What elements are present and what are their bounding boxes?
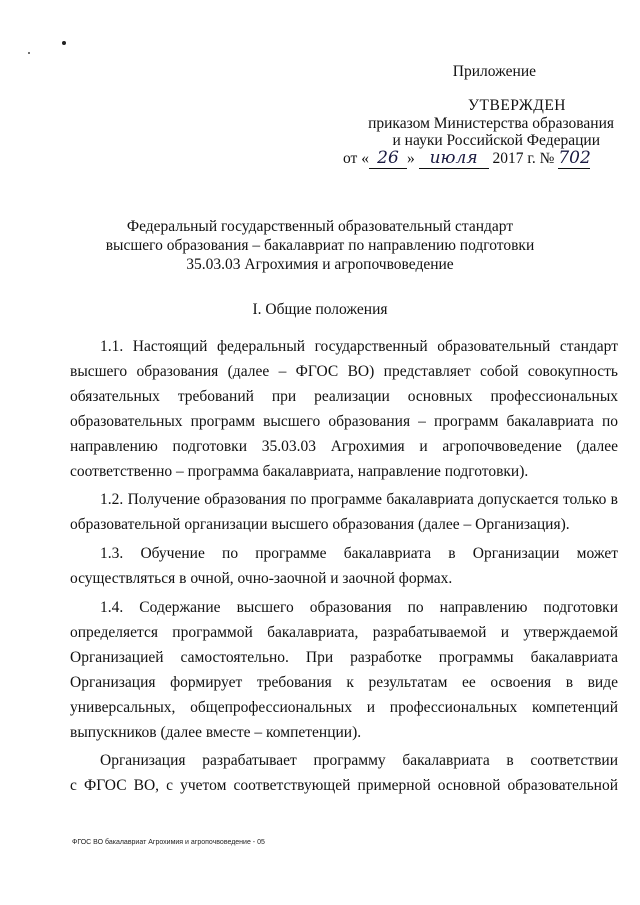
paragraph-line: 1.3. Обучение по программе бакалавриата в Организации может bbox=[100, 545, 618, 562]
date-month-handwritten: июля bbox=[419, 148, 489, 169]
paragraph-line: осуществляться в очной, очно-заочной и заочной формах. bbox=[70, 570, 453, 587]
document-title-line-2: высшего образования – бакалавриат по направлению подготовки bbox=[105, 237, 535, 254]
paragraph-line: образовательных программ высшего образования – программ бакалавриата по bbox=[70, 413, 618, 430]
paragraph-line: определяется программой бакалавриата, разрабатываемой и утверждаемой bbox=[70, 624, 618, 641]
date-mid: » bbox=[406, 150, 415, 167]
date-day-handwritten: 26 bbox=[369, 148, 407, 169]
document-title-line-3: 35.03.03 Агрохимия и агропочвоведение bbox=[186, 256, 454, 273]
scan-speck bbox=[28, 52, 30, 54]
order-number-handwritten: 702 bbox=[558, 148, 591, 168]
paragraph-line: соответственно – программа бакалавриата, направление подготовки). bbox=[70, 463, 529, 480]
paragraph-1-2 bbox=[70, 487, 618, 537]
paragraph-line: универсальных, общепрофессиональных и профессиональных компетенций bbox=[70, 699, 618, 716]
order-line-1: приказом Министерства образования bbox=[368, 115, 614, 132]
scan-speck bbox=[62, 41, 66, 45]
paragraph-line: 1.1. Настоящий федеральный государственный образовательный стандарт bbox=[100, 338, 618, 355]
paragraph-line: с ФГОС ВО, с учетом соответствующей примерной основной образовательной bbox=[70, 777, 618, 794]
paragraph-line: Организацией самостоятельно. При разработке программы бакалавриата bbox=[70, 649, 618, 666]
paragraph-1-4 bbox=[70, 595, 618, 745]
date-year: 2017 г. № bbox=[492, 150, 555, 167]
order-line-2: и науки Российской Федерации bbox=[392, 132, 600, 149]
paragraph-program-development bbox=[70, 748, 618, 798]
date-prefix: от « bbox=[343, 150, 369, 167]
paragraph-line: направлению подготовки 35.03.03 Агрохимия и агропочвоведение (далее bbox=[70, 438, 618, 455]
paragraph-line: обязательных требований при реализации основных профессиональных bbox=[70, 388, 618, 405]
paragraph-line: высшего образования (далее – ФГОС ВО) представляет собой совокупность bbox=[70, 363, 618, 380]
approved-stamp-title: УТВЕРЖДЕН bbox=[468, 97, 566, 114]
section-heading: I. Общие положения bbox=[252, 301, 388, 318]
document-title-line-1: Федеральный государственный образовательный стандарт bbox=[126, 218, 514, 235]
paragraph-line: Организация разрабатывает программу бакалавриата в соответствии bbox=[100, 752, 618, 769]
appendix-label: Приложение bbox=[452, 63, 536, 80]
paragraph-line: образовательной организации высшего образования (далее – Организация). bbox=[70, 516, 570, 533]
paragraph-line: выпускников (далее вместе – компетенции). bbox=[70, 724, 362, 741]
order-date-line bbox=[343, 148, 590, 169]
paragraph-line: Организация формирует требования к результатам ее освоения в виде bbox=[70, 674, 618, 691]
paragraph-1-1 bbox=[70, 334, 618, 484]
paragraph-line: 1.2. Получение образования по программе бакалавриата допускается только в bbox=[100, 491, 618, 508]
page-footer: ФГОС ВО бакалавриат Агрохимия и агропочвоведение - 05 bbox=[72, 839, 265, 846]
paragraph-1-3 bbox=[70, 541, 618, 591]
paragraph-line: 1.4. Содержание высшего образования по направлению подготовки bbox=[100, 599, 618, 616]
